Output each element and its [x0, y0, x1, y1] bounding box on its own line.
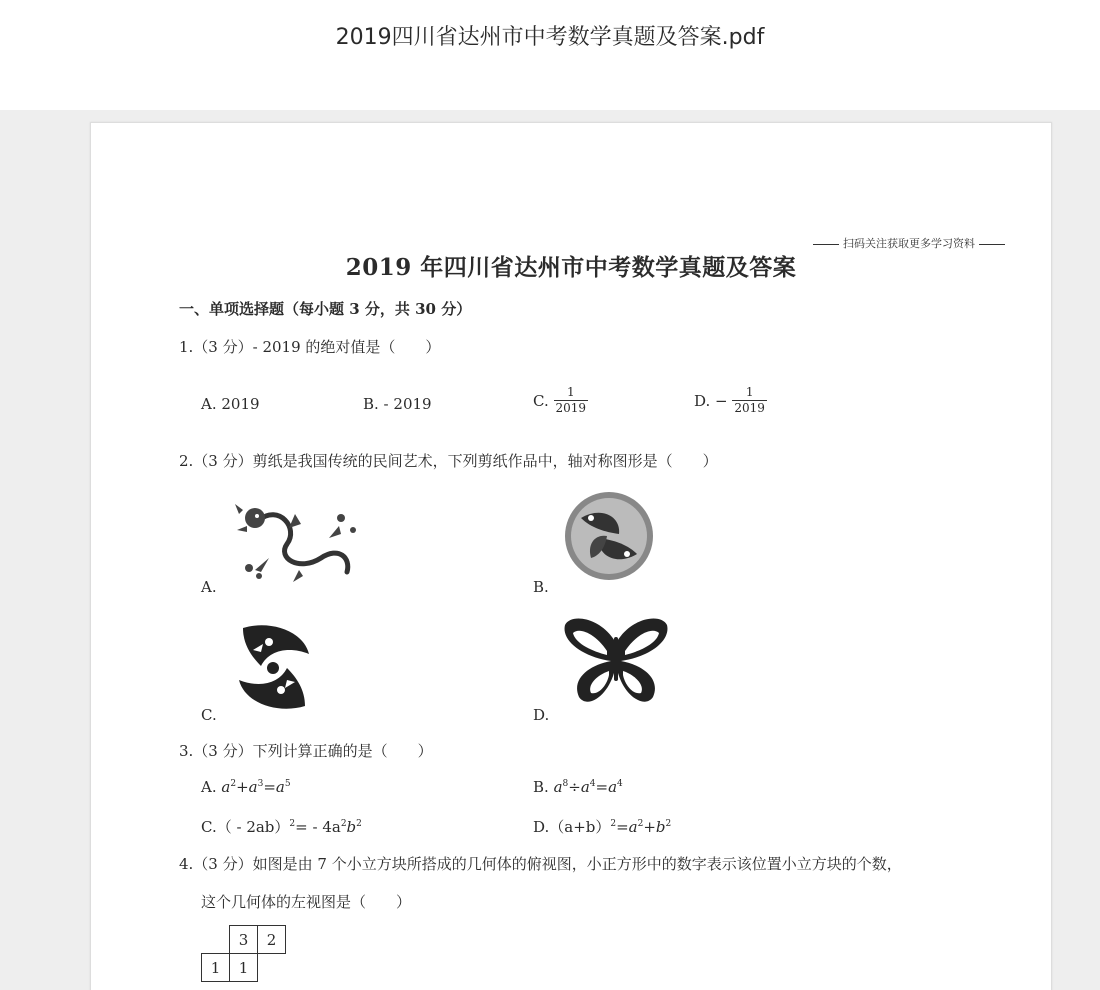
- q3-option-a: [201, 778, 291, 796]
- term: =a: [616, 818, 638, 836]
- term: +a: [236, 778, 258, 796]
- document-viewport[interactable]: [0, 110, 1100, 990]
- pdf-page: [90, 122, 1052, 990]
- grid-cell: 1: [201, 953, 230, 982]
- term: ÷a: [568, 778, 590, 796]
- option-label: A.: [201, 778, 217, 796]
- denominator: 2019: [734, 400, 765, 415]
- q3-option-c: [201, 816, 362, 837]
- grid-cell: 2: [257, 925, 286, 954]
- question-1-stem: 1.（3 分）- 2019 的绝对值是（ ）: [179, 338, 441, 356]
- term: +b: [643, 818, 666, 836]
- question-2-stem: 2.（3 分）剪纸是我国传统的民间艺术，下列剪纸作品中，轴对称图形是（ ）: [179, 452, 718, 470]
- exam-title: 2019 年四川省达州市中考数学真题及答案: [345, 254, 797, 281]
- dragon-papercut-icon: [229, 498, 367, 584]
- section-heading: 一、单项选择题（每小题 3 分，共 30 分）: [179, 300, 472, 318]
- exponent: 2: [637, 819, 644, 829]
- option-label: D.（a+b）: [533, 818, 611, 836]
- numerator: 1: [566, 385, 575, 399]
- numerator: 1: [745, 385, 754, 399]
- fraction: [554, 386, 589, 416]
- q1-option-c: [533, 386, 588, 416]
- term: a: [553, 778, 563, 796]
- q2-option-a: A.: [201, 578, 217, 596]
- exponent: 2: [340, 819, 347, 829]
- exponent: 5: [284, 779, 291, 789]
- q3-option-b: [533, 778, 623, 796]
- q1-option-d-label: D. −: [694, 391, 728, 410]
- term: =a: [263, 778, 285, 796]
- qr-note-text: 扫码关注获取更多学习资料: [843, 237, 975, 250]
- q1-option-d: [694, 386, 767, 416]
- q1-option-b: B. - 2019: [363, 395, 432, 413]
- option-label: B.: [533, 778, 549, 796]
- q2-option-d: D.: [533, 706, 550, 724]
- exponent: 4: [617, 779, 623, 789]
- divider: [979, 244, 1005, 245]
- term: =a: [595, 778, 618, 796]
- exponent: 2: [665, 819, 672, 829]
- term: b: [346, 818, 357, 836]
- divider: [813, 244, 839, 245]
- q2-option-c: C.: [201, 706, 217, 724]
- exponent: 2: [610, 819, 617, 829]
- exponent: 8: [562, 779, 569, 789]
- grid-cell: 1: [229, 953, 258, 982]
- top-view-grid: [201, 925, 301, 989]
- question-4-stem: 4.（3 分）如图是由 7 个小立方块所搭成的几何体的俯视图，小正方形中的数字表示该位置小立方块的个数，: [179, 855, 902, 873]
- butterfly-papercut-icon: [561, 613, 671, 709]
- exponent: 4: [589, 779, 596, 789]
- q3-option-d: [533, 816, 671, 837]
- viewer-header: [0, 0, 1100, 110]
- exponent: 2: [356, 819, 362, 829]
- exponent: 3: [257, 779, 264, 789]
- document-title: 2019四川省达州市中考数学真题及答案.pdf: [335, 25, 765, 50]
- option-label: C.（ - 2ab）: [201, 818, 290, 836]
- q2-option-b: B.: [533, 578, 549, 596]
- question-4-stem-line2: 这个几何体的左视图是（ ）: [201, 893, 412, 911]
- question-3-stem: 3.（3 分）下列计算正确的是（ ）: [179, 742, 433, 760]
- exponent: 2: [289, 819, 296, 829]
- term: = - 4a: [295, 818, 341, 836]
- q1-option-a: A. 2019: [201, 395, 260, 413]
- exponent: 2: [230, 779, 237, 789]
- swirl-papercut-icon: [229, 620, 319, 714]
- fraction: [732, 386, 767, 416]
- fish-circle-papercut-icon: [561, 488, 657, 584]
- denominator: 2019: [555, 400, 587, 415]
- grid-cell: 3: [229, 925, 258, 954]
- term: a: [221, 778, 231, 796]
- q1-option-c-label: C.: [533, 391, 549, 410]
